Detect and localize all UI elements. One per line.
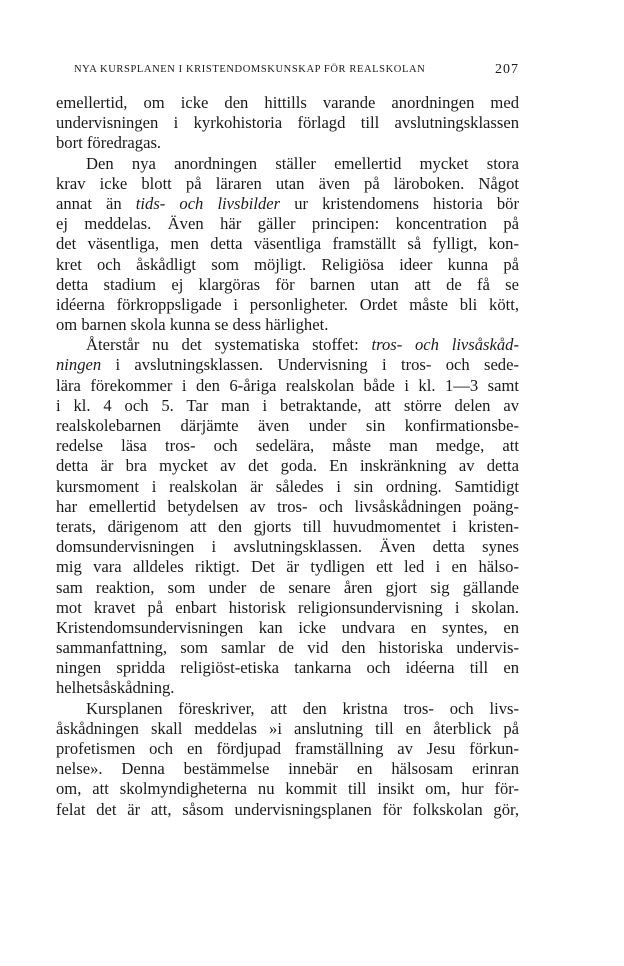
text-run: kursmoment i realskolan är således i sin ordning. Samtidigt xyxy=(56,476,519,496)
text-line xyxy=(56,779,519,799)
text-run: om, att skolmyndigheterna nu kommit till insikt om, hur för- xyxy=(56,779,519,799)
text-line xyxy=(56,497,519,517)
text-line xyxy=(56,214,519,234)
text-line xyxy=(56,618,519,638)
text-run: i avslutningsklassen. Undervisning i tros- och sede- xyxy=(101,355,519,375)
text-line xyxy=(56,477,519,497)
text-run: felat det är att, såsom undervisningsplanen för folkskolan gör, xyxy=(56,799,519,819)
text-line xyxy=(56,517,519,537)
text-run: ur kristendomens historia bör xyxy=(280,193,519,213)
text-line xyxy=(56,355,519,375)
text-line xyxy=(56,759,519,779)
text-line xyxy=(56,436,519,456)
text-run: detta är bra mycket av det goda. En inskränkning av detta xyxy=(56,456,519,476)
text-line xyxy=(56,658,519,678)
text-run: åskådningen skall meddelas »i anslutning till en återblick på xyxy=(56,718,519,738)
text-run: undervisningen i kyrkohistoria förlagd till avslutningsklassen xyxy=(56,113,519,133)
text-run: krav icke blott på läraren utan även på läroboken. Något xyxy=(56,173,519,193)
text-line xyxy=(56,537,519,557)
text-run: har emellertid betydelsen av tros- och livsåskådningen poäng- xyxy=(56,496,519,516)
text-line xyxy=(56,396,519,416)
text-line xyxy=(56,699,519,719)
text-run: nelse». Denna bestämmelse innebär en hälsosam erinran xyxy=(56,759,519,779)
text-run: emellertid, om icke den hittills varande anordningen med xyxy=(56,93,519,112)
running-head xyxy=(56,64,519,80)
text-run: redelse läsa tros- och sedelära, måste man medge, att xyxy=(56,436,519,456)
text-run: Den nya anordningen ställer emellertid mycket stora xyxy=(86,153,519,173)
text-line xyxy=(56,719,519,739)
text-line xyxy=(56,174,519,194)
text-run: det väsentliga, men detta väsentliga framställt så fylligt, kon- xyxy=(56,234,519,254)
text-run: mig vara alldeles riktigt. Det är tydligen ett led i en hälso- xyxy=(56,557,519,577)
text-run: om barnen skola kunna se dess härlighet. xyxy=(56,315,329,335)
text-run: bort föredragas. xyxy=(56,133,162,153)
italic-text: tids- och livsbilder xyxy=(135,193,281,213)
text-line xyxy=(56,93,519,113)
text-run: idéerna förkroppsligade i personligheter. Ordet måste bli kött, xyxy=(56,294,519,314)
paragraph xyxy=(56,699,519,820)
text-line xyxy=(56,739,519,759)
text-line xyxy=(56,295,519,315)
text-line xyxy=(56,638,519,658)
italic-text: tros- och livsåskåd- xyxy=(371,335,519,355)
text-run: sammanfattning, som samlar de vid den historiska undervis- xyxy=(56,638,519,658)
text-run: helhetsåskådning. xyxy=(56,678,175,698)
text-run: ej meddelas. Även här gäller principen: koncentration på xyxy=(56,214,519,234)
text-line xyxy=(56,598,519,618)
text-run: detta stadium ej klargöras för barnen utan att de få se xyxy=(56,274,519,294)
text-line xyxy=(56,578,519,598)
running-head-title: NYA KURSPLANEN I KRISTENDOMSKUNSKAP FÖR REALSKOLAN xyxy=(74,64,426,75)
page-number: 207 xyxy=(495,62,519,77)
text-run: annat än xyxy=(56,193,136,213)
text-line xyxy=(56,154,519,174)
text-run: ningen spridda religiöst-etiska tankarna och idéerna till en xyxy=(56,658,519,678)
text-line xyxy=(56,335,519,355)
text-run: profetismen och en fördjupad framställning av Jesu förkun- xyxy=(56,739,519,758)
text-line xyxy=(56,376,519,396)
text-line xyxy=(56,255,519,275)
text-run: kret och åskådligt som möjligt. Religiösa ideer kunna på xyxy=(56,254,519,274)
paragraph xyxy=(56,154,519,336)
text-run: i kl. 4 och 5. Tar man i betraktande, att större delen av xyxy=(56,395,519,415)
text-line xyxy=(56,416,519,436)
text-line xyxy=(56,194,519,214)
text-run: Återstår nu det systematiska stoffet: xyxy=(86,335,372,355)
text-line xyxy=(56,800,519,820)
text-run: terats, därigenom att den gjorts till huvudmomentet i kristen- xyxy=(56,516,519,536)
paragraph xyxy=(56,335,519,698)
text-run: sam reaktion, som under de senare åren gjort sig gällande xyxy=(56,577,519,597)
text-line xyxy=(56,557,519,577)
text-line xyxy=(56,133,519,153)
italic-text: ningen xyxy=(56,355,102,375)
text-run: mot kravet på enbart historisk religionsundervisning i skolan. xyxy=(56,597,519,617)
text-run: lära förekommer i den 6-åriga realskolan både i kl. 1—3 samt xyxy=(56,375,519,395)
text-line xyxy=(56,315,519,335)
text-line xyxy=(56,113,519,133)
body-text xyxy=(56,93,519,820)
text-line xyxy=(56,275,519,295)
paragraph xyxy=(56,93,519,154)
text-line xyxy=(56,234,519,254)
text-run: realskolebarnen därjämte även under sin konfirmationsbe- xyxy=(56,416,519,435)
text-run: domsundervisningen i avslutningsklassen. Även detta synes xyxy=(56,537,519,557)
text-line xyxy=(56,678,519,698)
text-run: Kursplanen föreskriver, att den kristna tros- och livs- xyxy=(86,698,519,718)
text-run: Kristendomsundervisningen kan icke undvara en syntes, en xyxy=(56,617,519,637)
text-line xyxy=(56,456,519,476)
